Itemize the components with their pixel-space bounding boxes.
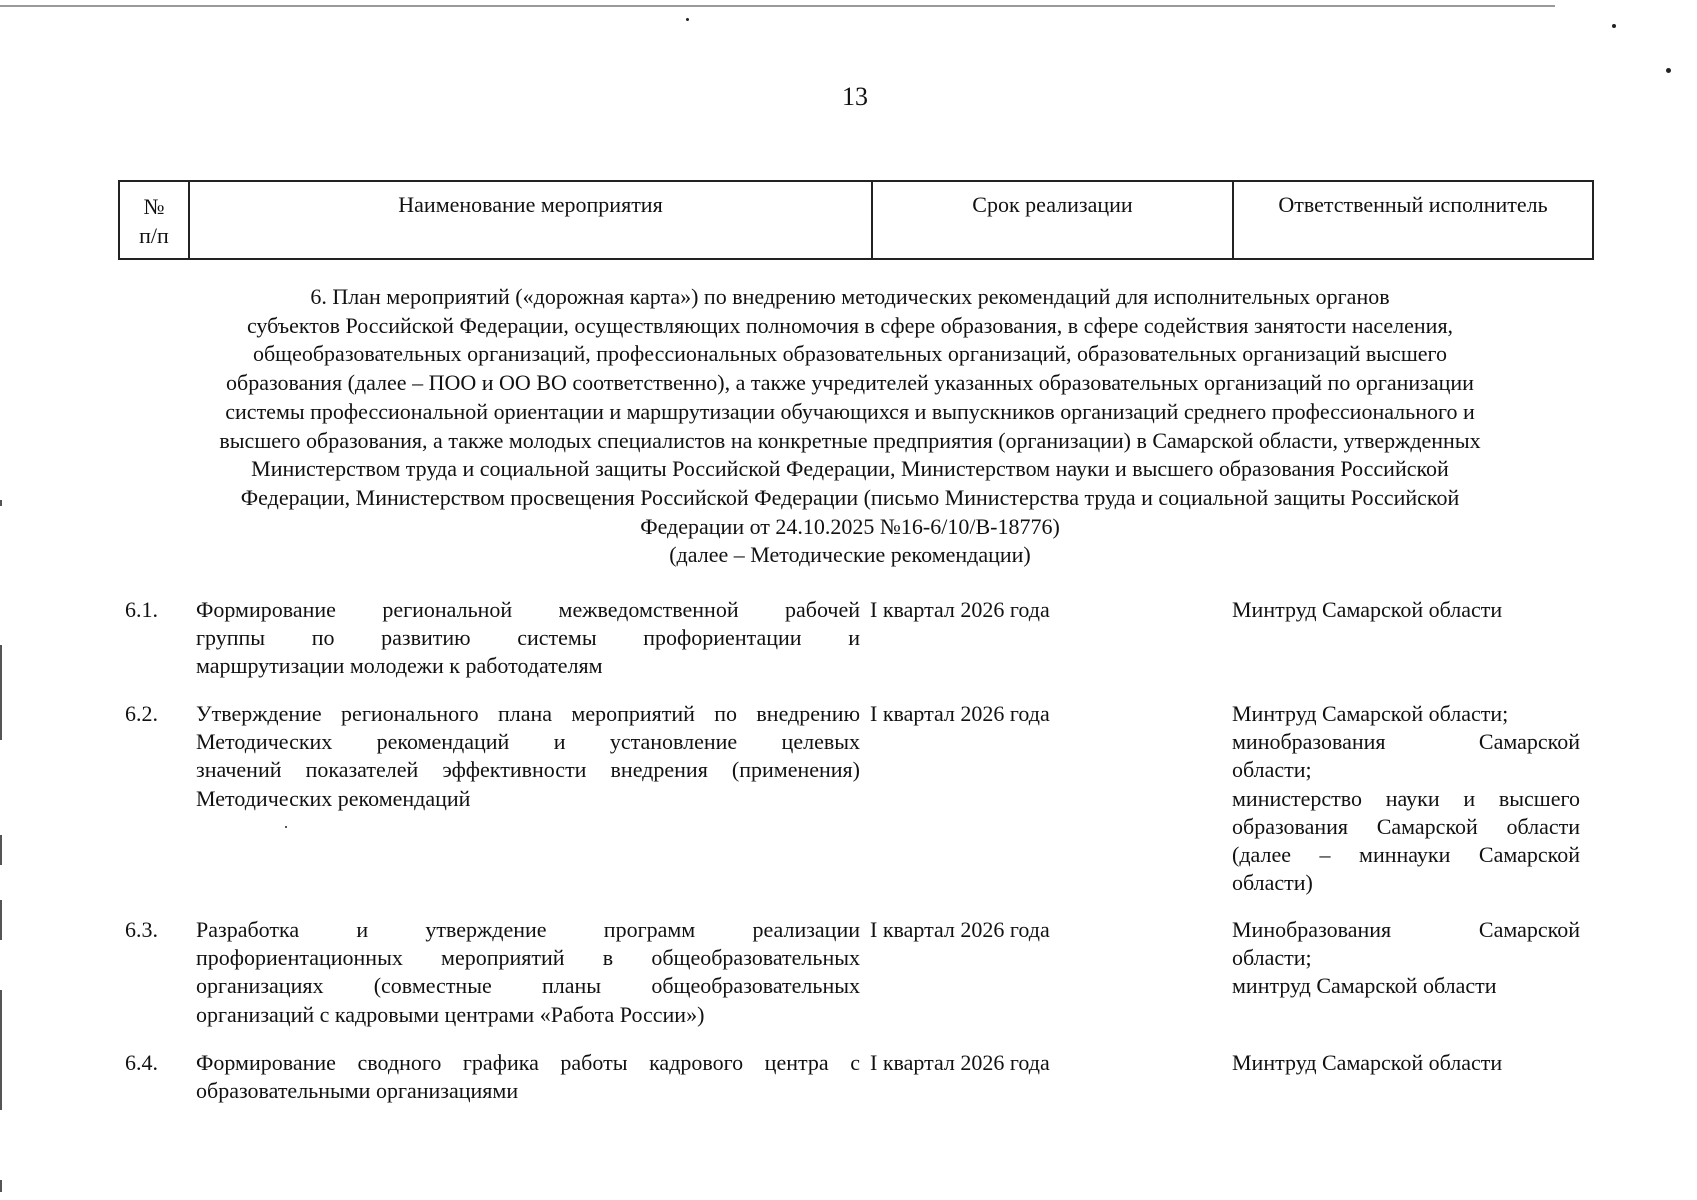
- row-number: 6.2.: [125, 701, 158, 726]
- row-activity: [196, 1049, 860, 1105]
- responsible-line: области;: [1232, 945, 1312, 971]
- responsible-line: Минобразования Самарской: [1232, 917, 1580, 942]
- header-responsible-cell: Ответственный исполнитель: [1233, 181, 1593, 259]
- responsible-line: Минтруд Самарской области: [1232, 1050, 1503, 1075]
- scan-top-rule: [0, 5, 1555, 7]
- responsible-line: минобразования Самарской: [1232, 729, 1580, 755]
- header-term-cell: Срок реализации: [872, 181, 1233, 259]
- section-title-line: системы профессиональной ориентации и маршрутизации обучающихся и выпускников организаций среднего профессионального и: [225, 398, 1475, 424]
- row-term: I квартал 2026 года: [870, 1050, 1050, 1075]
- header-name-cell: Наименование мероприятия: [189, 181, 872, 259]
- row-responsible: [1232, 916, 1580, 1001]
- activity-line: организаций с кадровыми центрами «Работа России»): [196, 1001, 705, 1027]
- section-title-line: высшего образования, а также молодых специалистов на конкретные предприятия (организации) в Самарской области, утвержденных: [219, 427, 1481, 453]
- responsible-line: области): [1232, 870, 1313, 896]
- scan-speck: [686, 18, 689, 21]
- scan-speck: [1666, 68, 1671, 73]
- section-title: [140, 283, 1560, 570]
- table-header: [118, 180, 1594, 260]
- row-term: I квартал 2026 года: [870, 701, 1050, 726]
- row-responsible: [1232, 1049, 1580, 1077]
- row-activity: [196, 916, 860, 1029]
- row-responsible: [1232, 700, 1580, 897]
- activity-line: Методических рекомендаций: [196, 785, 471, 811]
- section-title-line: 6. План мероприятий («дорожная карта») по внедрению методических рекомендаций для исполнительных органов: [310, 284, 1390, 309]
- responsible-line: министерство науки и высшего: [1232, 785, 1580, 811]
- responsible-line: области;: [1232, 757, 1312, 783]
- activity-line: Утверждение регионального плана мероприятий по внедрению: [196, 701, 860, 726]
- scan-edge-mark: [0, 835, 2, 865]
- scan-speck: [1612, 24, 1616, 28]
- row-term: I квартал 2026 года: [870, 917, 1050, 942]
- row-activity: [196, 596, 860, 681]
- section-title-line: Федерации от 24.10.2025 №16-6/10/В-18776): [640, 513, 1060, 539]
- activity-line: Методических рекомендаций и установление целевых: [196, 729, 860, 755]
- activity-line: образовательными организациями: [196, 1078, 519, 1104]
- row-number: 6.1.: [125, 597, 158, 622]
- section-title-line: общеобразовательных организаций, профессиональных образовательных организаций, образовательных организаций высшего: [252, 341, 1448, 367]
- responsible-line: (далее – миннауки Самарской: [1232, 842, 1580, 868]
- section-title-line: субъектов Российской Федерации, осуществляющих полномочия в сфере образования, в сфере содействия занятости населения,: [246, 312, 1454, 338]
- activity-line: организациях (совместные планы общеобразовательных: [196, 973, 860, 999]
- scan-edge-mark: [0, 900, 2, 940]
- section-title-line: (далее – Методические рекомендации): [669, 542, 1031, 568]
- activity-line: Формирование сводного графика работы кадрового центра с: [196, 1050, 860, 1075]
- section-title-line: Федерации, Министерством просвещения Российской Федерации (письмо Министерства труда и социальной защиты Российской: [240, 484, 1460, 510]
- header-number-cell: [119, 181, 189, 259]
- activity-line: профориентационных мероприятий в общеобразовательных: [196, 945, 860, 971]
- row-number: 6.3.: [125, 917, 158, 942]
- responsible-line: Минтруд Самарской области: [1232, 597, 1503, 622]
- header-number-sublabel: п/п: [139, 223, 169, 248]
- row-number: 6.4.: [125, 1050, 158, 1075]
- responsible-line: образования Самарской области: [1232, 813, 1580, 839]
- responsible-line: минтруд Самарской области: [1232, 973, 1497, 999]
- row-activity: [196, 700, 860, 813]
- activity-line: маршрутизации молодежи к работодателям: [196, 653, 603, 679]
- scan-edge-mark: [0, 500, 2, 506]
- section-title-line: Министерством труда и социальной защиты Российской Федерации, Министерством науки и высшего образования Российской: [251, 456, 1449, 482]
- page-number: 13: [842, 82, 868, 111]
- scan-edge-mark: [0, 1180, 2, 1192]
- activity-line: группы по развитию системы профориентации и: [196, 625, 860, 651]
- activity-line: Разработка и утверждение программ реализации: [196, 917, 860, 942]
- row-term: I квартал 2026 года: [870, 597, 1050, 622]
- scan-speck: [285, 826, 287, 828]
- header-number-label: №: [143, 194, 165, 219]
- activity-line: значений показателей эффективности внедрения (применения): [196, 757, 860, 783]
- scan-edge-mark: [0, 645, 2, 740]
- scan-edge-mark: [0, 990, 2, 1110]
- activity-line: Формирование региональной межведомственной рабочей: [196, 597, 860, 622]
- responsible-line: Минтруд Самарской области;: [1232, 701, 1509, 726]
- section-title-line: образования (далее – ПОО и ОО ВО соответственно), а также учредителей указанных образовательных организаций по организации: [226, 370, 1474, 396]
- row-responsible: [1232, 596, 1580, 624]
